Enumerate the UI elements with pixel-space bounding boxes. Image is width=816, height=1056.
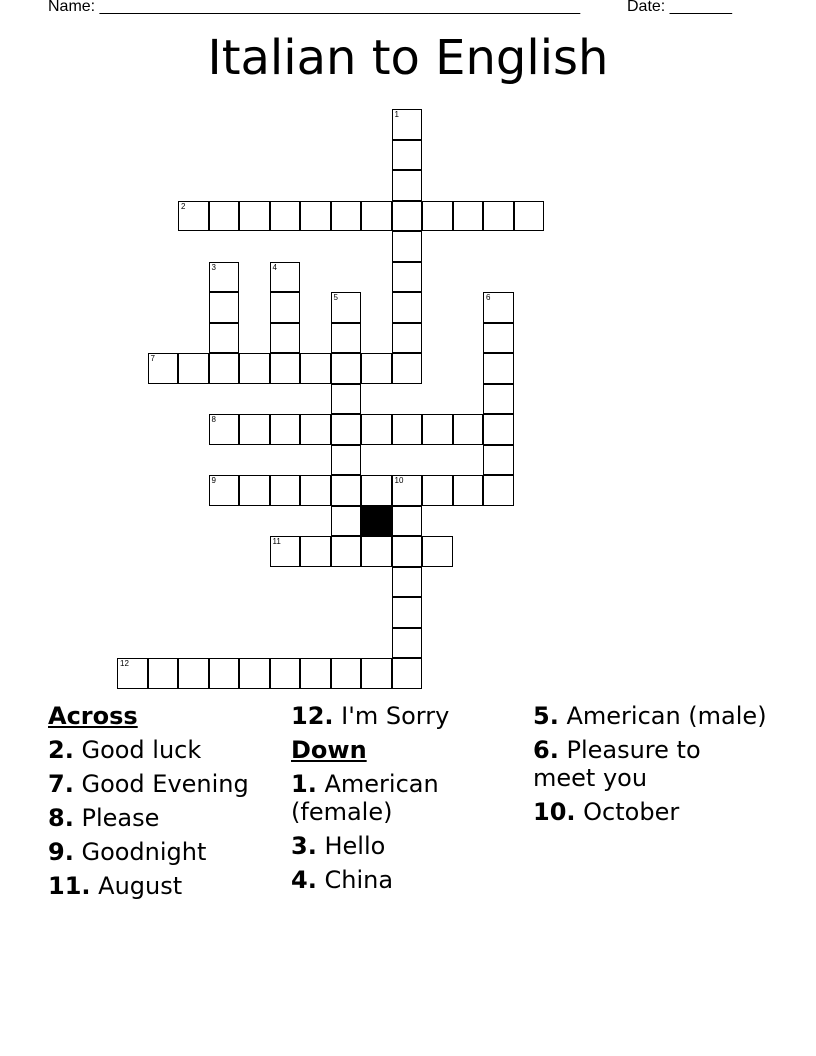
grid-cell[interactable] [300, 475, 331, 506]
grid-cell[interactable] [209, 658, 240, 689]
grid-cell[interactable] [331, 536, 362, 567]
grid-cell[interactable] [178, 353, 209, 384]
grid-cell[interactable] [453, 475, 484, 506]
clue-item [48, 872, 284, 900]
grid-cell[interactable] [392, 323, 423, 354]
grid-cell[interactable] [178, 201, 209, 232]
grid-cell[interactable] [239, 414, 270, 445]
clue-section-heading: Down [291, 736, 367, 764]
grid-cell[interactable] [209, 475, 240, 506]
clue-item [48, 804, 284, 832]
grid-cell-blocked [361, 506, 392, 537]
grid-cell[interactable] [148, 353, 179, 384]
grid-cell[interactable] [422, 475, 453, 506]
grid-cell[interactable] [270, 475, 301, 506]
grid-cell[interactable] [483, 445, 514, 476]
grid-cell[interactable] [117, 658, 148, 689]
grid-cell[interactable] [209, 323, 240, 354]
clue-number-label: 1 [394, 110, 399, 119]
clue-number-label: 4 [272, 262, 277, 272]
clue-text: American (female) [291, 770, 439, 826]
grid-cell[interactable] [483, 201, 514, 232]
grid-cell[interactable] [209, 292, 240, 323]
grid-cell[interactable] [453, 414, 484, 445]
grid-cell[interactable] [270, 414, 301, 445]
clue-number-label: 12 [120, 659, 129, 668]
clue-text: Good luck [81, 736, 202, 764]
grid-cell[interactable] [392, 292, 423, 323]
grid-cell[interactable] [392, 628, 423, 659]
grid-cell[interactable] [209, 414, 240, 445]
clue-number: 12. [291, 702, 334, 730]
grid-cell[interactable] [361, 414, 392, 445]
grid-cell[interactable] [239, 475, 270, 506]
grid-cell[interactable] [148, 658, 179, 689]
grid-cell[interactable] [392, 536, 423, 567]
grid-cell[interactable] [361, 475, 392, 506]
grid-cell[interactable] [392, 475, 423, 506]
grid-cell[interactable] [331, 353, 362, 384]
clue-number: 3. [291, 832, 317, 860]
clue-column-3 [533, 702, 769, 832]
grid-cell[interactable] [178, 658, 209, 689]
grid-cell[interactable] [270, 292, 301, 323]
grid-cell[interactable] [331, 384, 362, 415]
grid-cell[interactable] [300, 414, 331, 445]
clue-number-label: 3 [211, 262, 216, 272]
grid-cell[interactable] [239, 353, 270, 384]
grid-cell[interactable] [453, 201, 484, 232]
grid-cell[interactable] [239, 658, 270, 689]
clue-text: China [324, 866, 394, 894]
grid-cell[interactable] [331, 658, 362, 689]
clue-number: 9. [48, 838, 74, 866]
clue-number: 7. [48, 770, 74, 798]
clue-text: Hello [324, 832, 386, 860]
grid-cell[interactable] [361, 201, 392, 232]
grid-cell[interactable] [331, 201, 362, 232]
grid-cell[interactable] [514, 201, 545, 232]
clue-number-label: 6 [486, 293, 491, 302]
clue-number-label: 8 [211, 415, 216, 424]
clue-number: 8. [48, 804, 74, 832]
clue-text: Pleasure to meet you [533, 736, 701, 792]
clue-text: October [583, 798, 680, 826]
clue-item [291, 866, 527, 894]
clue-item [48, 838, 284, 866]
grid-cell[interactable] [483, 323, 514, 354]
grid-cell[interactable] [331, 445, 362, 476]
grid-cell[interactable] [392, 506, 423, 537]
date-line: Date: _______ [627, 0, 732, 15]
grid-cell[interactable] [300, 536, 331, 567]
grid-cell[interactable] [392, 140, 423, 171]
grid-cell[interactable] [422, 536, 453, 567]
grid-cell[interactable] [422, 201, 453, 232]
grid-cell[interactable] [270, 353, 301, 384]
grid-cell[interactable] [270, 658, 301, 689]
clue-item [48, 770, 284, 798]
grid-cell[interactable] [209, 353, 240, 384]
grid-cell[interactable] [331, 506, 362, 537]
grid-cell[interactable] [300, 201, 331, 232]
clue-number-label: 7 [150, 354, 155, 363]
grid-cell[interactable] [300, 658, 331, 689]
clue-item [533, 702, 769, 730]
clue-item [291, 832, 527, 860]
grid-cell[interactable] [392, 109, 423, 140]
grid-cell[interactable] [483, 414, 514, 445]
grid-cell[interactable] [331, 292, 362, 323]
clue-column-1 [48, 702, 284, 906]
grid-cell[interactable] [270, 201, 301, 232]
clue-number: 1. [291, 770, 317, 798]
grid-cell[interactable] [209, 201, 240, 232]
grid-cell[interactable] [392, 201, 423, 232]
grid-cell[interactable] [392, 567, 423, 598]
clue-text: American (male) [566, 702, 767, 730]
clue-column-2 [291, 702, 527, 900]
grid-cell[interactable] [422, 414, 453, 445]
grid-cell[interactable] [331, 323, 362, 354]
clue-number-label: 11 [272, 537, 281, 546]
clue-text: August [98, 872, 183, 900]
clue-item [291, 702, 527, 730]
grid-cell[interactable] [331, 414, 362, 445]
grid-cell[interactable] [300, 353, 331, 384]
clue-number-label: 9 [211, 476, 216, 485]
clue-text: I'm Sorry [341, 702, 450, 730]
clue-number-label: 5 [333, 293, 338, 302]
clue-number-label: 2 [181, 201, 186, 211]
clue-item [291, 770, 527, 826]
grid-cell[interactable] [392, 170, 423, 201]
clue-item [533, 736, 769, 792]
clue-section-heading: Across [48, 702, 138, 730]
clue-text: Goodnight [81, 838, 207, 866]
grid-cell[interactable] [483, 292, 514, 323]
grid-cell[interactable] [270, 323, 301, 354]
grid-cell[interactable] [239, 201, 270, 232]
grid-cell[interactable] [483, 384, 514, 415]
grid-cell[interactable] [209, 262, 240, 293]
grid-cell[interactable] [361, 536, 392, 567]
clue-number: 11. [48, 872, 91, 900]
clue-number: 6. [533, 736, 559, 764]
grid-cell[interactable] [392, 231, 423, 262]
grid-cell[interactable] [392, 262, 423, 293]
grid-cell[interactable] [361, 353, 392, 384]
clue-number-label: 10 [394, 476, 404, 485]
grid-cell[interactable] [270, 262, 301, 293]
clue-number: 5. [533, 702, 559, 730]
clue-number: 4. [291, 866, 317, 894]
grid-cell[interactable] [483, 353, 514, 384]
clue-text: Good Evening [81, 770, 249, 798]
clue-text: Please [81, 804, 160, 832]
grid-cell[interactable] [392, 353, 423, 384]
grid-cell[interactable] [392, 597, 423, 628]
clue-item [533, 798, 769, 826]
grid-cell[interactable] [483, 475, 514, 506]
grid-cell[interactable] [270, 536, 301, 567]
name-line: Name: ______________________________________________________ [48, 0, 581, 15]
clue-number: 2. [48, 736, 74, 764]
grid-cell[interactable] [331, 475, 362, 506]
grid-cell[interactable] [392, 658, 423, 689]
clue-number: 10. [533, 798, 576, 826]
grid-cell[interactable] [361, 658, 392, 689]
clue-item [48, 736, 284, 764]
page-title: Italian to English [207, 30, 609, 86]
grid-cell[interactable] [392, 414, 423, 445]
